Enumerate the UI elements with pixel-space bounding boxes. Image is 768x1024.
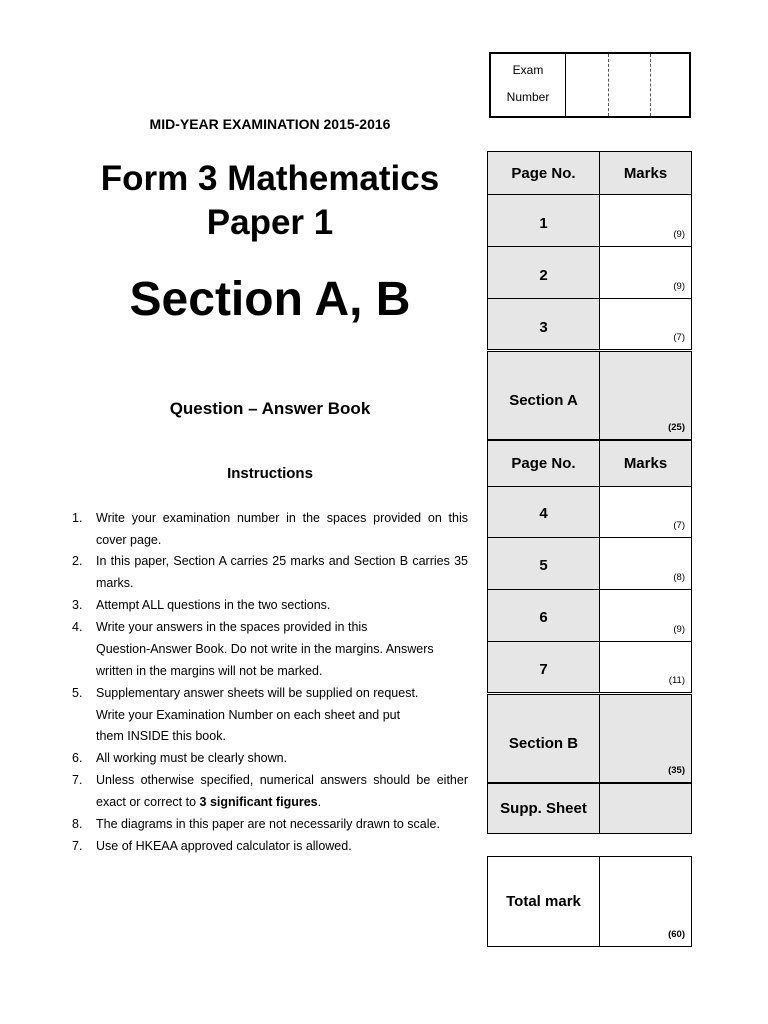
marks-cell[interactable]	[599, 641, 692, 693]
page-cell	[487, 486, 600, 538]
page-number: 1	[539, 215, 548, 232]
max-marks: (11)	[668, 675, 685, 686]
instruction-text: written in the margins will not be marked.	[96, 664, 323, 678]
total-mark-label: Total mark	[487, 856, 600, 947]
section-b-cell	[487, 694, 600, 783]
page-cell	[487, 246, 600, 299]
marks-header: Marks	[599, 440, 692, 487]
emphasis-text: 3 significant figures	[199, 795, 318, 809]
page-cell	[487, 298, 600, 350]
page-number: 5	[539, 557, 548, 574]
instruction-text-rich	[96, 794, 321, 810]
instruction-number: 2.	[72, 554, 83, 568]
instruction-text: cover page.	[96, 533, 162, 547]
page-cell	[487, 641, 600, 693]
instruction-number: 7.	[72, 839, 83, 853]
instruction-number: 1.	[72, 511, 83, 525]
instruction-number: 5.	[72, 686, 83, 700]
instruction-number: 7.	[72, 773, 83, 787]
max-marks: (9)	[673, 624, 685, 635]
instruction-number: 6.	[72, 751, 83, 765]
page-no-header: Page No.	[487, 440, 600, 487]
exam-number-box	[489, 52, 691, 118]
instruction-text: Supplementary answer sheets will be supplied on request.	[96, 686, 419, 700]
page-number: 7	[539, 661, 548, 678]
exam-header: MID-YEAR EXAMINATION 2015-2016	[149, 116, 391, 132]
max-marks: (7)	[673, 332, 685, 343]
marks-cell[interactable]	[599, 246, 692, 299]
instructions-heading: Instructions	[227, 465, 313, 482]
exam-number-label	[491, 54, 566, 116]
marks-cell[interactable]	[599, 298, 692, 350]
section-a-marks-cell[interactable]	[599, 351, 692, 440]
instruction-text: exact or correct to	[96, 795, 197, 809]
paper-subtitle: Paper 1	[206, 203, 334, 242]
supp-sheet-label: Supp. Sheet	[487, 783, 600, 834]
page-number: 6	[539, 609, 548, 626]
page-number: 3	[539, 319, 548, 336]
instruction-text: .	[317, 795, 322, 809]
page-no-header: Page No.	[487, 151, 600, 195]
page-number: 4	[539, 505, 548, 522]
instruction-text: Use of HKEAA approved calculator is allowed.	[96, 839, 352, 853]
section-b-marks-cell[interactable]	[599, 694, 692, 783]
marks-cell[interactable]	[599, 589, 692, 642]
instruction-text: Write your Examination Number on each sheet and put	[96, 708, 401, 722]
exam-label-line2: Number	[506, 90, 550, 104]
section-a-max-marks: (25)	[668, 422, 685, 433]
section-b-label: Section B	[508, 735, 579, 752]
marks-cell[interactable]	[599, 194, 692, 247]
max-marks: (9)	[673, 281, 685, 292]
max-marks: (7)	[673, 520, 685, 531]
section-a-cell	[487, 351, 600, 440]
marks-header: Marks	[599, 151, 692, 195]
total-mark-cell[interactable]	[599, 856, 692, 947]
paper-title: Form 3 Mathematics	[100, 159, 440, 198]
page-number: 2	[539, 267, 548, 284]
instruction-text: All working must be clearly shown.	[96, 751, 288, 765]
section-b-max-marks: (35)	[668, 765, 685, 776]
section-title: Section A, B	[129, 273, 411, 326]
exam-number-divider	[608, 54, 609, 116]
instruction-text: The diagrams in this paper are not necessarily drawn to scale.	[96, 817, 440, 831]
section-a-label: Section A	[509, 392, 578, 409]
max-marks: (8)	[673, 572, 685, 583]
supp-sheet-marks-cell[interactable]	[599, 783, 692, 834]
instruction-text: them INSIDE this book.	[96, 729, 226, 743]
page-cell	[487, 537, 600, 590]
instruction-text: Write your answers in the spaces provided in this	[96, 620, 368, 634]
instruction-number: 8.	[72, 817, 83, 831]
instruction-text: In this paper, Section A carries 25 marks and Section B carries 35	[96, 554, 468, 568]
page-cell	[487, 589, 600, 642]
instruction-text: Write your examination number in the spaces provided on this	[96, 511, 468, 525]
instruction-text: marks.	[96, 576, 134, 590]
instruction-number: 4.	[72, 620, 83, 634]
max-marks: (9)	[673, 229, 685, 240]
instruction-text: Unless otherwise specified, numerical answers should be either	[96, 773, 468, 787]
exam-label-line1: Exam	[512, 63, 544, 77]
marks-cell[interactable]	[599, 486, 692, 538]
page-cell	[487, 194, 600, 247]
instruction-text: Attempt ALL questions in the two sections.	[96, 598, 331, 612]
instruction-text: Question-Answer Book. Do not write in the margins. Answers	[96, 642, 434, 656]
instruction-number: 3.	[72, 598, 83, 612]
exam-number-divider	[650, 54, 651, 116]
total-max-marks: (60)	[668, 929, 685, 940]
marks-cell[interactable]	[599, 537, 692, 590]
book-label: Question – Answer Book	[169, 399, 371, 418]
